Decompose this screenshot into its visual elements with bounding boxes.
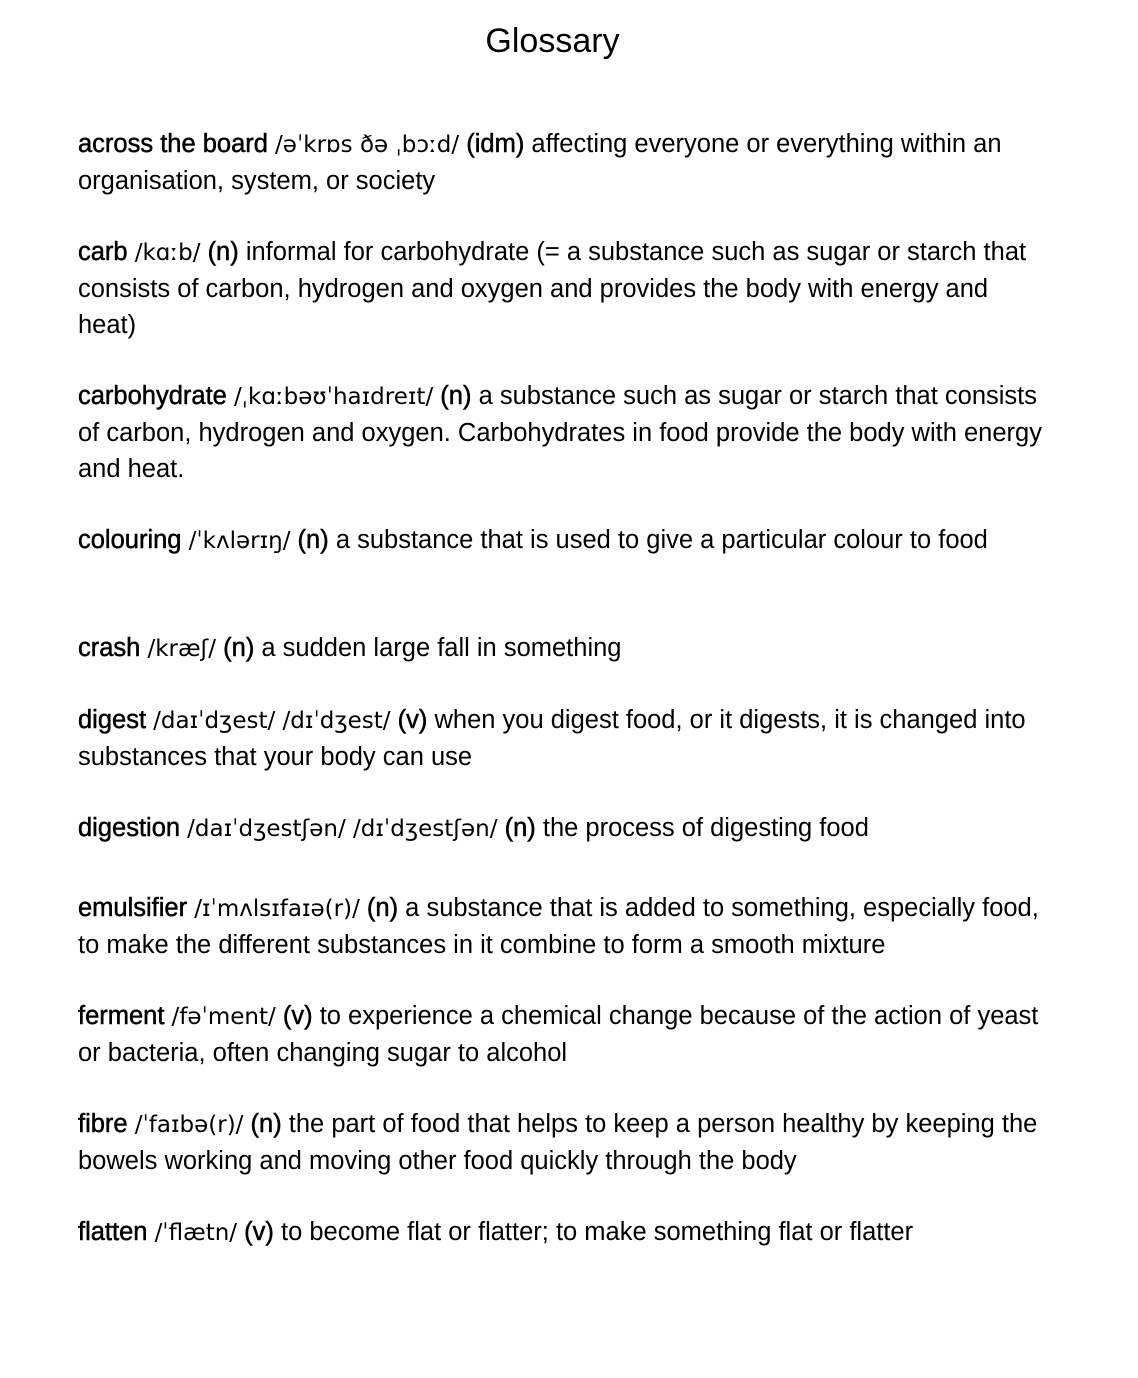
glossary-entry-digestion — [78, 810, 1043, 847]
entry-headword: carb — [78, 238, 128, 266]
entry-definition: to experience a chemical change because of the action of yeast or bacteria, often changing sugar to alcohol — [78, 1002, 1039, 1067]
entry-definition: when you digest food, or it digests, it is changed into substances that your body can use — [78, 706, 1026, 771]
entry-pronunciation: /ˈfaɪbə(r)/ — [134, 1112, 244, 1138]
entry-headword: across the board — [78, 130, 268, 158]
glossary-entry-emulsifier — [78, 890, 1043, 963]
entry-part-of-speech: (v) — [244, 1218, 274, 1246]
glossary-entry-flatten — [78, 1214, 1043, 1251]
entry-definition: a substance that is used to give a particular colour to food — [335, 526, 988, 554]
entry-part-of-speech: (n) — [223, 634, 255, 662]
glossary-entry-carb — [78, 234, 1043, 343]
entry-pronunciation: /kɑːb/ — [134, 240, 201, 266]
entry-pronunciation: /əˈkrɒs ðə ˌbɔːd/ — [275, 132, 460, 158]
entry-pronunciation: /daɪˈdʒestʃən/ /dɪˈdʒestʃən/ — [187, 816, 498, 842]
entry-headword: carbohydrate — [78, 382, 227, 410]
entry-part-of-speech: (n) — [207, 238, 239, 266]
entry-headword: ferment — [78, 1002, 165, 1030]
entry-part-of-speech: (n) — [297, 526, 329, 554]
glossary-entry-crash — [78, 630, 1043, 667]
entry-headword: emulsifier — [78, 894, 188, 922]
glossary-entry-ferment — [78, 998, 1043, 1071]
entry-pronunciation: /daɪˈdʒest/ /dɪˈdʒest/ — [153, 708, 391, 734]
entry-part-of-speech: (v) — [282, 1002, 313, 1030]
entry-part-of-speech: (n) — [366, 894, 399, 922]
entry-part-of-speech: (n) — [250, 1110, 282, 1138]
entry-headword: fibre — [78, 1110, 128, 1138]
glossary-entry-carbohydrate — [78, 378, 1043, 487]
entry-headword: colouring — [78, 526, 182, 554]
entry-definition: a substance such as sugar or starch that consists of carbon, hydrogen and oxygen. Carbohydrates in food provide the body with energy and heat. — [78, 382, 1042, 483]
entry-headword: digest — [78, 706, 147, 734]
entry-pronunciation: /ˈkʌlərɪŋ/ — [188, 528, 291, 554]
entry-part-of-speech: (v) — [397, 706, 428, 734]
entry-definition: the part of food that helps to keep a person healthy by keeping the bowels working and moving other food quickly through the body — [78, 1110, 1038, 1175]
glossary-entry-digest — [78, 702, 1043, 775]
entry-part-of-speech: (idm) — [466, 130, 525, 158]
entry-definition: to become flat or flatter; to make something flat or flatter — [280, 1218, 914, 1246]
page-title: Glossary — [485, 22, 620, 60]
entry-pronunciation: /fəˈment/ — [171, 1004, 276, 1030]
entry-definition: informal for carbohydrate (= a substance such as sugar or starch that consists of carbon, hydrogen and oxygen and provides the body with energy and heat) — [78, 238, 1027, 339]
entry-pronunciation: /ˈflætn/ — [154, 1220, 238, 1246]
entry-pronunciation: /ɪˈmʌlsɪfaɪə(r)/ — [194, 896, 360, 922]
entry-headword: crash — [78, 634, 141, 662]
glossary-entry-fibre — [78, 1106, 1043, 1179]
entry-part-of-speech: (n) — [504, 814, 536, 842]
glossary-entry-colouring — [78, 522, 1043, 559]
entry-part-of-speech: (n) — [440, 382, 472, 410]
entry-definition: a sudden large fall in something — [261, 634, 622, 662]
entry-headword: digestion — [78, 814, 181, 842]
entry-definition: a substance that is added to something, especially food, to make the different substances in it combine to form a smooth mixture — [78, 894, 1039, 959]
entry-definition: the process of digesting food — [542, 814, 869, 842]
entry-definition: affecting everyone or everything within an organisation, system, or society — [78, 130, 1002, 195]
entry-pronunciation: /kræʃ/ — [147, 636, 217, 662]
entry-pronunciation: /ˌkɑːbəʊˈhaɪdreɪt/ — [233, 384, 434, 410]
glossary-entry-across-the-board — [78, 126, 1043, 199]
entry-headword: flatten — [78, 1218, 148, 1246]
